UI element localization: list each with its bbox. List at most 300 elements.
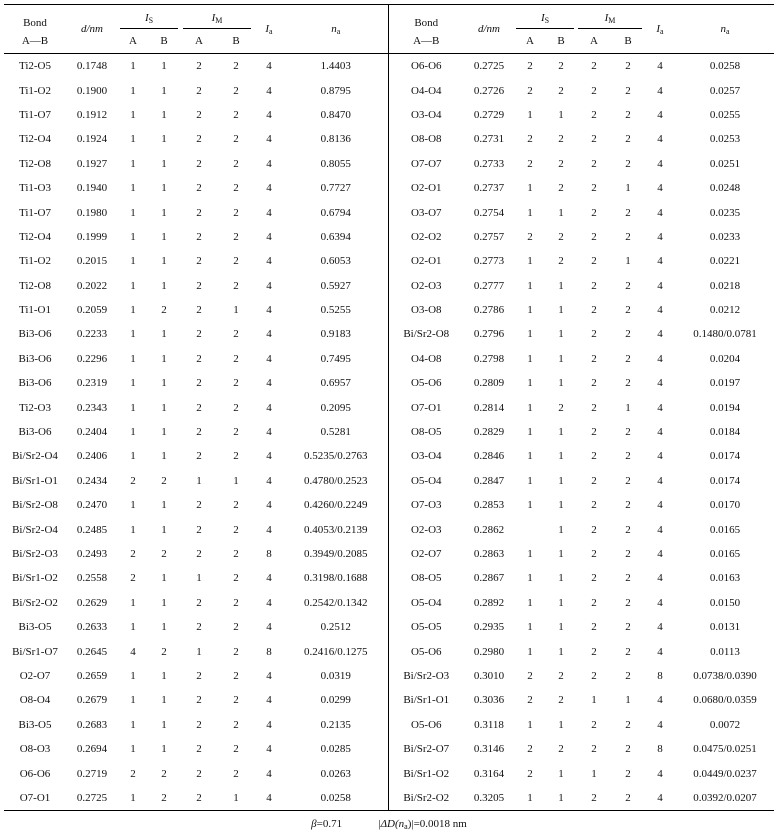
right-distance-cell: 0.2729	[473, 108, 505, 121]
left-bond-cell: Bi3-O6	[18, 328, 52, 341]
left-is-a-cell: 1	[130, 669, 136, 682]
left-is-b-cell: 2	[161, 474, 167, 487]
left-bond-cell: Bi/Sr2-O4	[12, 523, 58, 536]
left-distance-cell: 0.2645	[76, 645, 108, 658]
footer-note	[4, 811, 774, 837]
right-ia-cell: 4	[657, 304, 663, 317]
right-distance-cell: 0.2725	[473, 60, 505, 73]
right-im-a-cell: 1	[591, 694, 597, 707]
right-im-b-cell: 2	[625, 523, 631, 536]
left-ia-cell: 4	[266, 694, 272, 707]
left-ia-cell: 4	[266, 474, 272, 487]
left-na-cell: 0.5255	[320, 304, 351, 317]
right-distance-cell: 0.3205	[464, 786, 514, 811]
right-bond-cell: O2-O3	[388, 517, 464, 541]
right-is-b-cell: 2	[558, 133, 564, 146]
left-ia-cell: 4	[254, 786, 284, 811]
left-bond-cell: Ti1-O2	[19, 84, 51, 97]
left-ia-cell: 4	[266, 255, 272, 268]
right-distance-cell: 0.2786	[473, 304, 505, 317]
left-na-cell: 0.5235/0.2763	[303, 450, 368, 463]
right-im-a-cell: 2	[591, 377, 597, 390]
left-im-b-cell: 2	[233, 206, 239, 219]
left-distance-cell: 0.2404	[76, 426, 108, 439]
right-ia-cell: 4	[657, 182, 663, 195]
beta-symbol: β	[311, 817, 317, 830]
right-bond-cell: O3-O7	[388, 200, 464, 224]
left-na-cell: 0.5281	[320, 426, 351, 439]
left-is-a-cell: 2	[130, 767, 136, 780]
right-is-b-cell: 1	[558, 377, 564, 390]
right-im-a-cell: 2	[591, 328, 597, 341]
left-na-cell: 0.0258	[284, 786, 388, 811]
right-ia-cell: 4	[657, 108, 663, 121]
left-is-a-cell: 1	[130, 450, 136, 463]
right-ia-cell: 8	[657, 743, 663, 756]
right-na-cell: 0.0204	[709, 352, 741, 365]
right-is-b-cell: 1	[558, 206, 564, 219]
left-is-a-cell: 1	[130, 157, 136, 170]
right-distance-cell: 0.3010	[473, 669, 505, 682]
distance-header: d/nm	[66, 5, 118, 54]
left-bond-cell: Bi3-O6	[18, 426, 52, 439]
ab-header-right: A—B	[388, 29, 464, 54]
right-im-b-cell: 2	[625, 548, 631, 560]
left-is-b-cell: 1	[161, 182, 167, 195]
right-na-cell: 0.0165	[709, 523, 741, 536]
left-is-a-cell: 2	[130, 572, 136, 585]
left-is-a-cell: 1	[130, 694, 136, 707]
table-row	[4, 152, 774, 176]
left-is-b-cell: 2	[148, 786, 180, 811]
left-ia-cell: 4	[266, 499, 272, 512]
left-im-b-cell: 2	[233, 352, 239, 365]
is-a-header-right: A	[514, 29, 546, 54]
left-distance-cell: 0.2629	[76, 596, 108, 609]
table-row	[4, 517, 774, 541]
left-ia-cell: 8	[266, 548, 272, 560]
left-distance-cell: 0.2343	[76, 401, 108, 414]
left-im-a-cell: 2	[196, 694, 202, 707]
left-is-a-cell: 1	[130, 596, 136, 609]
bond-header-right: Bond	[388, 5, 464, 30]
right-ia-cell: 4	[657, 474, 663, 487]
right-bond-cell: O2-O7	[388, 542, 464, 566]
right-is-b-cell: 1	[558, 108, 564, 121]
right-is-a-cell: 1	[527, 352, 533, 365]
right-na-cell: 0.0233	[709, 230, 741, 243]
left-im-b-cell: 2	[233, 255, 239, 268]
left-bond-cell: O8-O3	[19, 743, 51, 756]
table-row	[4, 371, 774, 395]
im-a-header-right: A	[576, 29, 612, 54]
left-na-cell: 0.8795	[320, 84, 351, 97]
left-distance-cell: 0.1927	[76, 157, 108, 170]
left-distance-cell: 0.2694	[76, 743, 108, 756]
left-ia-cell: 4	[266, 743, 272, 756]
right-na-cell: 0.0449/0.0237	[693, 767, 757, 780]
left-na-cell: 0.0263	[320, 767, 351, 780]
table-row	[4, 786, 774, 811]
left-bond-cell: Ti2-O8	[19, 279, 51, 292]
left-na-cell: 0.4780/0.2523	[303, 474, 368, 487]
left-na-cell: 0.4053/0.2139	[303, 523, 368, 536]
left-distance-cell: 0.2558	[76, 572, 108, 585]
left-is-a-cell: 1	[130, 621, 136, 634]
left-bond-cell: Bi/Sr2-O2	[12, 596, 58, 609]
right-na-cell: 0.0197	[709, 377, 741, 390]
left-ia-cell: 4	[266, 377, 272, 390]
is-b-header-right: B	[546, 29, 576, 54]
table-row	[4, 688, 774, 712]
left-im-a-cell: 1	[196, 645, 202, 658]
left-distance-cell: 0.1980	[76, 206, 108, 219]
left-distance-cell: 0.2434	[76, 474, 108, 487]
left-ia-cell: 4	[266, 60, 272, 73]
left-im-b-cell: 2	[233, 426, 239, 439]
left-im-a-cell: 2	[196, 450, 202, 463]
right-distance-cell: 0.2935	[473, 621, 505, 634]
na-header-right: $n_a$	[676, 5, 774, 54]
table-row	[4, 298, 774, 322]
right-is-b-cell: 2	[558, 401, 564, 414]
left-bond-cell: Ti2-O4	[19, 230, 51, 243]
right-bond-cell: O5-O4	[388, 469, 464, 493]
right-is-b-cell: 1	[558, 279, 564, 292]
left-is-b-cell: 1	[161, 133, 167, 146]
left-distance-cell: 0.2493	[76, 548, 108, 560]
table-row	[4, 713, 774, 737]
left-is-b-cell: 1	[161, 157, 167, 170]
right-is-b-cell: 2	[558, 230, 564, 243]
left-im-b-cell: 2	[233, 718, 239, 731]
left-is-b-cell: 1	[161, 60, 167, 73]
table-row	[4, 78, 774, 102]
right-is-b-cell: 2	[558, 669, 564, 682]
right-distance-cell: 0.2731	[473, 133, 505, 146]
right-is-a-cell: 2	[527, 84, 533, 97]
left-im-a-cell: 2	[196, 108, 202, 121]
left-im-a-cell: 1	[196, 474, 202, 487]
table-row	[4, 176, 774, 200]
right-is-a-cell: 1	[527, 426, 533, 439]
left-is-a-cell: 4	[130, 645, 136, 658]
left-is-a-cell: 2	[130, 474, 136, 487]
right-im-b-cell: 1	[625, 182, 631, 195]
right-bond-cell: O7-O3	[388, 493, 464, 517]
left-is-a-cell: 1	[130, 328, 136, 341]
right-is-a-cell: 1	[527, 718, 533, 731]
right-im-b-cell: 2	[625, 621, 631, 634]
left-im-b-cell: 2	[233, 377, 239, 390]
left-is-b-cell: 1	[161, 279, 167, 292]
right-distance-cell: 0.2867	[473, 572, 505, 585]
left-is-b-cell: 1	[161, 377, 167, 390]
left-bond-cell: Ti1-O7	[19, 206, 51, 219]
left-im-b-cell: 2	[233, 230, 239, 243]
right-bond-cell: O6-O6	[388, 54, 464, 79]
left-im-a-cell: 2	[196, 718, 202, 731]
left-bond-cell: Ti2-O8	[19, 157, 51, 170]
right-is-b-cell: 1	[558, 328, 564, 341]
na-header: $n_a$	[284, 5, 388, 54]
right-na-cell: 0.0257	[709, 84, 741, 97]
left-na-cell: 0.0285	[320, 743, 351, 756]
left-im-a-cell: 2	[196, 206, 202, 219]
left-is-a-cell: 1	[130, 279, 136, 292]
left-is-a-cell: 1	[130, 108, 136, 121]
left-distance-cell: 0.1748	[76, 60, 108, 73]
left-im-a-cell: 2	[196, 182, 202, 195]
left-im-a-cell: 2	[196, 596, 202, 609]
left-im-b-cell: 2	[233, 157, 239, 170]
left-im-a-cell: 2	[196, 499, 202, 512]
left-im-a-cell: 1	[196, 572, 202, 585]
right-na-cell: 0.0131	[709, 621, 741, 634]
right-im-a-cell: 2	[591, 426, 597, 439]
left-distance-cell: 0.1940	[76, 182, 108, 195]
left-bond-cell: Ti2-O3	[19, 401, 51, 414]
left-is-b-cell: 1	[161, 718, 167, 731]
left-is-a-cell: 1	[130, 206, 136, 219]
left-na-cell: 0.2542/0.1342	[303, 596, 368, 609]
left-im-a-cell: 2	[196, 304, 202, 317]
right-is-b-cell: 1	[558, 450, 564, 463]
right-im-a-cell: 2	[591, 401, 597, 414]
left-bond-cell: Bi/Sr1-O2	[12, 572, 58, 585]
right-distance-cell: 0.2847	[473, 474, 505, 487]
left-is-b-cell: 2	[161, 645, 167, 658]
right-bond-cell: O2-O1	[388, 249, 464, 273]
left-im-b-cell: 2	[233, 645, 239, 658]
left-ia-cell: 4	[266, 523, 272, 536]
right-im-a-cell: 2	[591, 572, 597, 585]
right-ia-cell: 4	[657, 596, 663, 609]
right-is-b-cell: 1	[558, 645, 564, 658]
right-im-b-cell: 2	[612, 786, 644, 811]
left-im-a-cell: 2	[196, 401, 202, 414]
left-is-a-cell: 1	[130, 718, 136, 731]
left-na-cell: 0.8055	[320, 157, 351, 170]
right-im-a-cell: 2	[591, 279, 597, 292]
left-im-a-cell: 2	[196, 767, 202, 780]
left-im-a-cell: 2	[180, 786, 218, 811]
table-body	[4, 54, 774, 811]
table-row	[4, 200, 774, 224]
left-distance-cell: 0.2015	[76, 255, 108, 268]
right-distance-cell: 0.2846	[473, 450, 505, 463]
right-ia-cell: 4	[657, 255, 663, 268]
is-header-right: $I_S$	[514, 5, 576, 30]
right-distance-cell: 0.2862	[473, 523, 505, 536]
left-na-cell: 0.4260/0.2249	[303, 499, 368, 512]
left-na-cell: 0.2512	[320, 621, 351, 634]
left-distance-cell: 0.1924	[76, 133, 108, 146]
left-bond-cell: Bi/Sr2-O4	[12, 450, 58, 463]
left-bond-cell: Bi/Sr2-O3	[12, 548, 58, 560]
right-is-a-cell: 1	[527, 548, 533, 560]
right-im-a-cell: 2	[591, 304, 597, 317]
right-ia-cell: 4	[657, 523, 663, 536]
right-na-cell: 0.0253	[709, 133, 741, 146]
left-im-a-cell: 2	[196, 157, 202, 170]
right-im-a-cell: 1	[591, 767, 597, 780]
right-distance-cell: 0.2814	[473, 401, 505, 414]
right-is-b-cell: 1	[558, 767, 564, 780]
left-distance-cell: 0.2683	[76, 718, 108, 731]
right-im-a-cell: 2	[591, 450, 597, 463]
left-distance-cell: 0.1912	[76, 108, 108, 121]
left-ia-cell: 4	[266, 304, 272, 317]
right-distance-cell: 0.2798	[473, 352, 505, 365]
right-im-a-cell: 2	[591, 621, 597, 634]
right-na-cell: 0.0113	[710, 645, 740, 658]
left-na-cell: 0.7495	[320, 352, 351, 365]
right-ia-cell: 4	[657, 206, 663, 219]
left-bond-cell: Bi3-O6	[18, 352, 52, 365]
table-row	[4, 615, 774, 639]
right-ia-cell: 4	[657, 279, 663, 292]
right-distance-cell: 0.3164	[473, 767, 505, 780]
right-ia-cell: 4	[657, 230, 663, 243]
left-na-cell: 0.3949/0.2085	[303, 548, 368, 560]
left-distance-cell: 0.2233	[76, 328, 108, 341]
left-im-b-cell: 2	[233, 669, 239, 682]
left-im-a-cell: 2	[196, 60, 202, 73]
right-distance-cell: 0.2737	[473, 182, 505, 195]
left-ia-cell: 4	[266, 206, 272, 219]
left-is-b-cell: 1	[161, 206, 167, 219]
right-is-b-cell: 1	[558, 718, 564, 731]
right-im-b-cell: 2	[625, 426, 631, 439]
left-is-a-cell: 1	[130, 230, 136, 243]
right-distance-cell: 0.2777	[473, 279, 505, 292]
right-na-cell: 0.0392/0.0207	[676, 786, 774, 811]
left-is-a-cell: 1	[130, 401, 136, 414]
left-is-b-cell: 2	[161, 767, 167, 780]
left-im-b-cell: 2	[233, 523, 239, 536]
left-is-b-cell: 1	[161, 596, 167, 609]
table-row	[4, 347, 774, 371]
left-ia-cell: 4	[266, 279, 272, 292]
right-im-b-cell: 2	[625, 474, 631, 487]
left-na-cell: 0.6053	[320, 255, 351, 268]
left-bond-cell: Ti1-O2	[19, 255, 51, 268]
right-ia-cell: 4	[657, 718, 663, 731]
left-is-b-cell: 1	[161, 255, 167, 268]
table-row	[4, 761, 774, 785]
left-ia-cell: 4	[266, 426, 272, 439]
right-distance-cell: 0.2733	[473, 157, 505, 170]
right-ia-cell: 4	[657, 60, 663, 73]
left-na-cell: 0.5927	[320, 279, 351, 292]
right-na-cell: 0.0150	[709, 596, 741, 609]
table-row	[4, 54, 774, 79]
left-im-a-cell: 2	[196, 255, 202, 268]
right-is-a-cell: 1	[527, 304, 533, 317]
right-im-b-cell: 2	[625, 450, 631, 463]
left-is-a-cell: 1	[130, 743, 136, 756]
right-is-a-cell: 1	[527, 596, 533, 609]
left-na-cell: 0.6957	[320, 377, 351, 390]
right-bond-cell: O8-O5	[388, 420, 464, 444]
right-im-a-cell: 2	[591, 108, 597, 121]
left-is-b-cell: 1	[161, 401, 167, 414]
right-im-b-cell: 2	[625, 230, 631, 243]
right-is-a-cell: 1	[527, 328, 533, 341]
left-is-a-cell: 1	[130, 84, 136, 97]
table-row	[4, 103, 774, 127]
distance-header-right: d/nm	[464, 5, 514, 54]
left-im-a-cell: 2	[196, 523, 202, 536]
right-distance-cell: 0.3118	[474, 718, 504, 731]
right-im-a-cell: 2	[591, 474, 597, 487]
header-row-1	[4, 5, 774, 30]
right-ia-cell: 4	[657, 377, 663, 390]
right-is-a-cell: 2	[527, 694, 533, 707]
right-is-a-cell: 1	[527, 279, 533, 292]
left-im-b-cell: 2	[233, 548, 239, 560]
left-distance-cell: 0.2659	[76, 669, 108, 682]
right-is-b-cell: 1	[558, 572, 564, 585]
right-im-b-cell: 2	[625, 206, 631, 219]
left-na-cell: 0.6794	[320, 206, 351, 219]
left-im-a-cell: 2	[196, 279, 202, 292]
left-im-b-cell: 2	[233, 84, 239, 97]
left-ia-cell: 4	[266, 230, 272, 243]
right-im-b-cell: 2	[625, 328, 631, 341]
left-im-b-cell: 1	[218, 786, 254, 811]
right-is-a-cell: 2	[527, 60, 533, 73]
right-im-b-cell: 2	[625, 279, 631, 292]
left-is-b-cell: 2	[161, 304, 167, 317]
ab-header: A—B	[4, 29, 66, 54]
right-bond-cell: O4-O8	[388, 347, 464, 371]
left-is-a-cell: 2	[130, 548, 136, 560]
left-is-a-cell: 1	[118, 786, 148, 811]
delta-text: $|\Delta D(n_a)|=0.0018$ nm	[377, 817, 467, 831]
right-is-b-cell: 1	[558, 426, 564, 439]
left-bond-cell: O7-O1	[4, 786, 66, 811]
left-ia-cell: 4	[266, 450, 272, 463]
table-row	[4, 127, 774, 151]
left-ia-cell: 4	[266, 157, 272, 170]
left-is-a-cell: 1	[130, 182, 136, 195]
left-distance-cell: 0.2485	[76, 523, 108, 536]
ia-header-right: $I_a$	[644, 5, 676, 54]
beta-value: =0.71	[316, 817, 343, 830]
right-is-a-cell	[514, 517, 546, 541]
right-is-b-cell: 1	[558, 352, 564, 365]
right-ia-cell: 4	[657, 352, 663, 365]
left-im-b-cell: 2	[233, 621, 239, 634]
left-na-cell: 0.2135	[320, 718, 351, 731]
right-im-a-cell: 2	[591, 60, 597, 73]
im-a-header: A	[180, 29, 218, 54]
im-header: $I_M$	[180, 5, 254, 30]
right-is-a-cell: 2	[527, 767, 533, 780]
table-row	[4, 566, 774, 590]
right-bond-cell: O7-O1	[388, 395, 464, 419]
right-is-b-cell: 2	[558, 694, 564, 707]
right-im-b-cell: 2	[625, 108, 631, 121]
left-ia-cell: 4	[266, 352, 272, 365]
left-im-b-cell: 2	[233, 401, 239, 414]
right-is-a-cell: 2	[527, 133, 533, 146]
left-ia-cell: 4	[266, 596, 272, 609]
table-row	[4, 664, 774, 688]
left-im-b-cell: 2	[233, 60, 239, 73]
